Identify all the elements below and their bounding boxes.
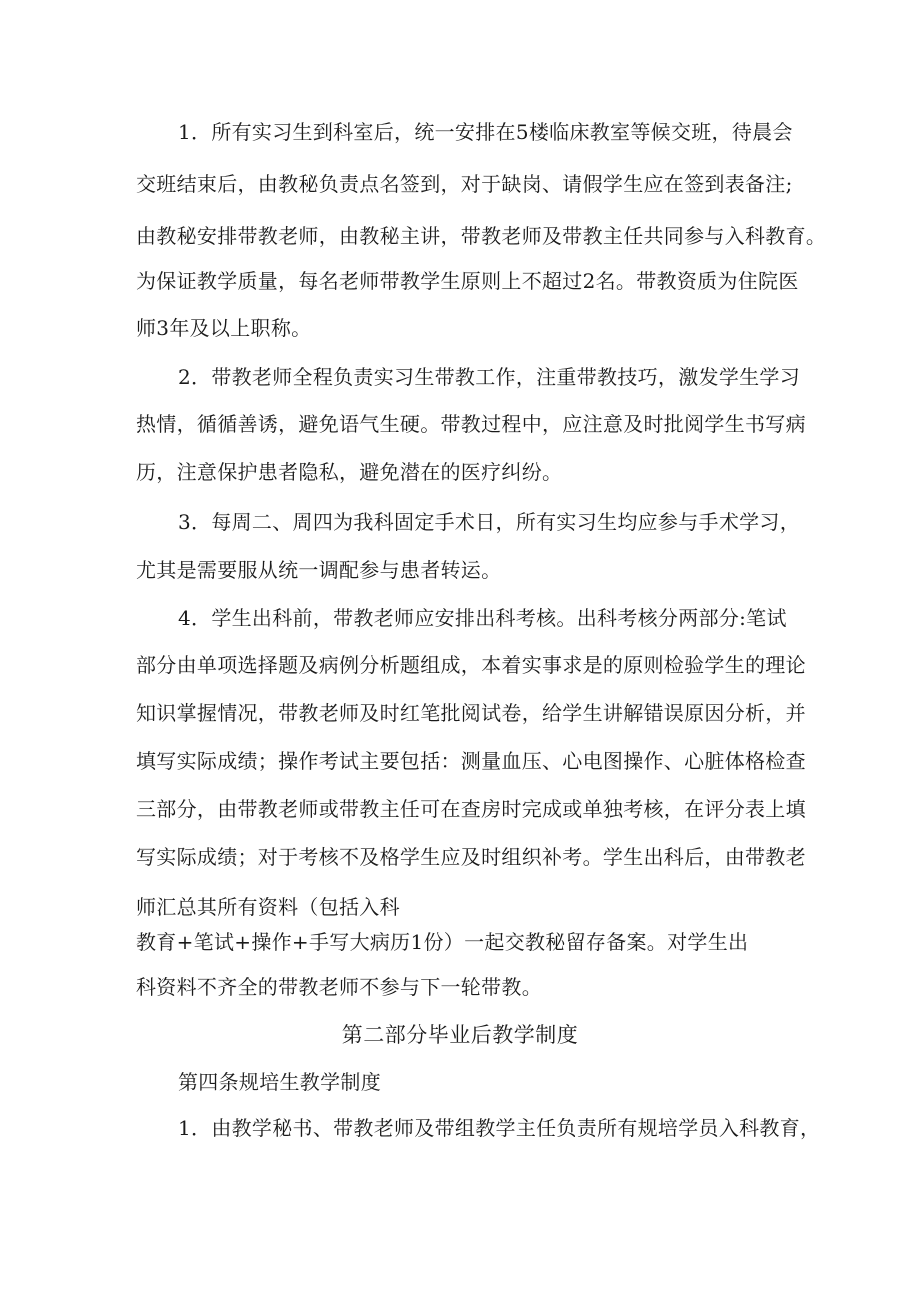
paragraph-4-line-9: 科资料不齐全的带教老师不参与下一轮带教。 xyxy=(136,975,542,999)
paragraph-1-line-5: 师3年及以上职称。 xyxy=(136,316,312,340)
paragraph-4-line-1: 4．学生出科前，带教老师应安排出科考核。出科考核分两部分:笔试 xyxy=(178,606,787,630)
paragraph-2-line-3: 历，注意保护患者隐私，避免潜在的医疗纠纷。 xyxy=(136,460,563,484)
paragraph-2-line-2: 热情，循循善诱，避免语气生硬。带教过程中，应注意及时批阅学生书写病 xyxy=(136,412,806,436)
paragraph-4-line-5: 三部分，由带教老师或带教主任可在查房时完成或单独考核，在评分表上填 xyxy=(136,797,806,821)
paragraph-2-line-1: 2．带教老师全程负责实习生带教工作，注重带教技巧，激发学生学习 xyxy=(178,365,801,389)
paragraph-4-line-7: 师汇总其所有资料（包括入科 xyxy=(136,895,400,919)
section-heading: 第二部分毕业后教学制度 xyxy=(341,1023,579,1047)
paragraph-1-line-1: 1．所有实习生到科室后，统一安排在5楼临床教室等候交班，待晨会 xyxy=(178,120,793,144)
paragraph-4-line-2: 部分由单项选择题及病例分析题组成，本着实事求是的原则检验学生的理论 xyxy=(136,653,806,677)
paragraph-3-line-1: 3．每周二、周四为我科固定手术日，所有实习生均应参与手术学习， xyxy=(178,510,801,534)
paragraph-4-line-8: 教育+笔试+操作+手写大病历1份）一起交教秘留存备案。对学生出 xyxy=(136,930,749,954)
paragraph-1-line-3: 由教秘安排带教老师，由教秘主讲，带教老师及带教主任共同参与入科教育。 xyxy=(136,224,827,248)
article-heading: 第四条规培生教学制度 xyxy=(178,1070,381,1094)
article-4-line-1: 1．由教学秘书、带教老师及带组教学主任负责所有规培学员入科教育， xyxy=(178,1116,821,1140)
paragraph-1-line-4: 为保证教学质量，每名老师带教学生原则上不超过2名。带教资质为住院医 xyxy=(136,269,799,293)
paragraph-4-line-4: 填写实际成绩；操作考试主要包括：测量血压、心电图操作、心脏体格检查 xyxy=(136,749,806,773)
paragraph-1-line-2: 交班结束后，由教秘负责点名签到，对于缺岗、请假学生应在签到表备注; xyxy=(136,172,793,196)
paragraph-4-line-6: 写实际成绩；对于考核不及格学生应及时组织补考。学生出科后，由带教老 xyxy=(136,845,806,869)
paragraph-4-line-3: 知识掌握情况，带教老师及时红笔批阅试卷，给学生讲解错误原因分析，并 xyxy=(136,701,806,725)
paragraph-3-line-2: 尤其是需要服从统一调配参与患者转运。 xyxy=(136,558,502,582)
